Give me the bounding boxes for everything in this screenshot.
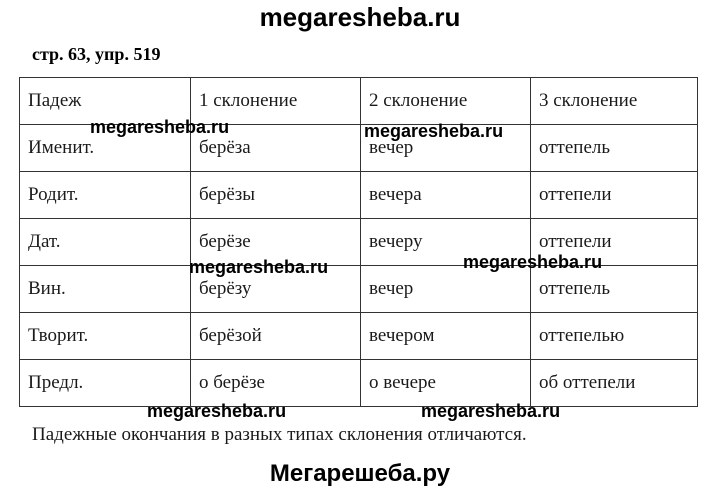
watermark: megaresheba.ru (364, 121, 504, 141)
table-cell: оттепелью (531, 313, 698, 360)
table-cell: Творит. (20, 313, 191, 360)
table-cell: вечер (361, 266, 531, 313)
watermark: megaresheba.ru (189, 257, 329, 277)
table-row (20, 313, 698, 360)
table-cell: оттепели (531, 172, 698, 219)
table-row (20, 172, 698, 219)
header-cell-decl-1: 1 склонение (191, 78, 361, 125)
table-cell: вечером (361, 313, 531, 360)
watermark: megaresheba.ru (463, 252, 603, 272)
table-cell: вечеру (361, 219, 531, 266)
table-cell: Вин. (20, 266, 191, 313)
header-cell-decl-3: 3 склонение (531, 78, 698, 125)
table-cell: Родит. (20, 172, 191, 219)
table-cell: вечера (361, 172, 531, 219)
table-cell: оттепели (531, 219, 698, 266)
watermark: megaresheba.ru (90, 117, 230, 137)
table-cell: оттепель (531, 125, 698, 172)
table-cell: берёзу (191, 266, 361, 313)
table-cell: оттепель (531, 266, 698, 313)
watermark: megaresheba.ru (147, 401, 287, 421)
table-cell: берёзой (191, 313, 361, 360)
table-cell: Предл. (20, 360, 191, 407)
table-cell: берёзе (191, 219, 361, 266)
header-cell-case: Падеж (20, 78, 191, 125)
site-footer: Мегарешеба.ру (269, 460, 451, 487)
table-cell: берёза (191, 125, 361, 172)
site-header: megaresheba.ru (259, 2, 461, 32)
table-cell: о берёзе (191, 360, 361, 407)
table-cell: Дат. (20, 219, 191, 266)
table-cell: о вечере (361, 360, 531, 407)
conclusion-text: Падежные окончания в разных типах склонения отличаются. (32, 424, 527, 445)
table-row (20, 360, 698, 407)
table-cell: об оттепели (531, 360, 698, 407)
table-cell: Именит. (20, 125, 191, 172)
header-cell-decl-2: 2 склонение (361, 78, 531, 125)
page-reference: стр. 63, упр. 519 (32, 44, 161, 64)
table-cell: берёзы (191, 172, 361, 219)
table-cell: вечер (361, 125, 531, 172)
watermark: megaresheba.ru (421, 401, 561, 421)
